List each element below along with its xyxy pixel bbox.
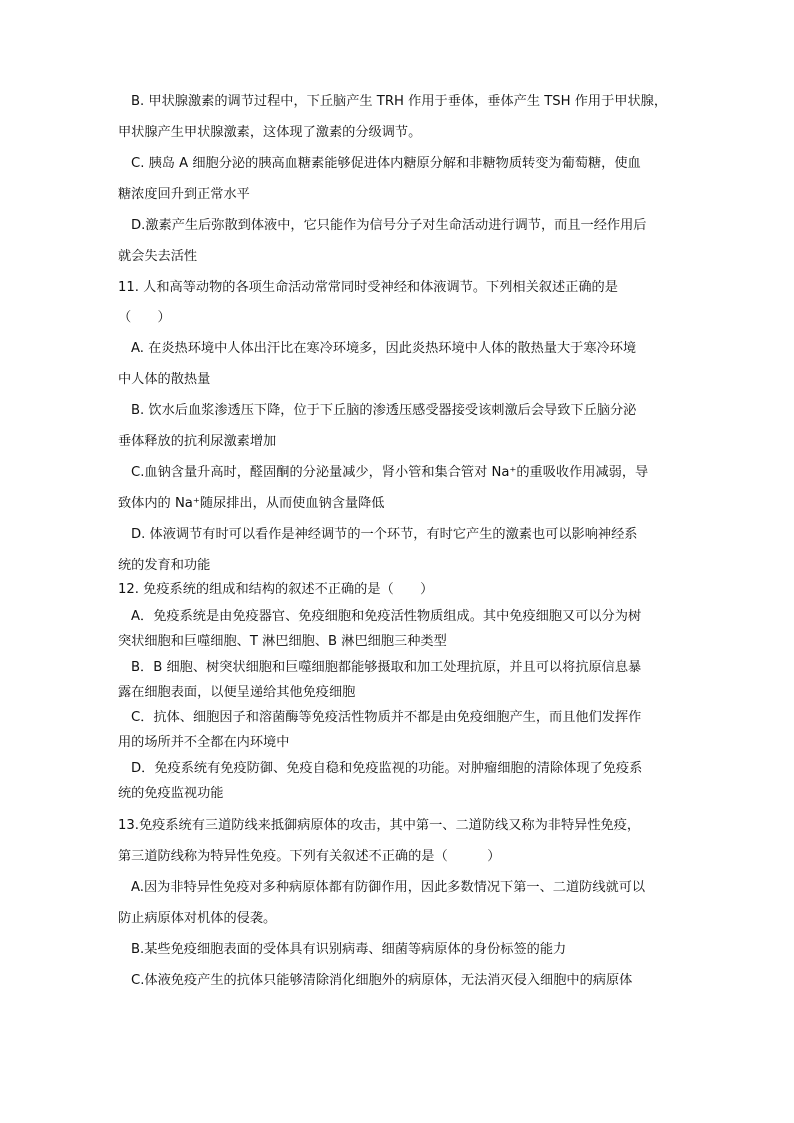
q13-stem-line2: 第三道防线称为特异性免疫。下列有关叙述不正确的是（ ） bbox=[118, 849, 501, 864]
q13-option-a-line2: 防止病原体对机体的侵袭。 bbox=[118, 911, 277, 926]
q13-stem-line1: 13.免疫系统有三道防线来抵御病原体的攻击，其中第一、二道防线又称为非特异性免疫， bbox=[118, 818, 641, 833]
q11-option-a-line2: 中人体的散热量 bbox=[118, 372, 211, 387]
q11-stem-line1: 11. 人和高等动物的各项生命活动常常同时受神经和体液调节。下列相关叙述正确的是 bbox=[118, 280, 618, 295]
q10-option-b-line1: B. 甲状腺激素的调节过程中，下丘脑产生 TRH 作用于垂体，垂体产生 TSH 作用于甲状腺， bbox=[131, 94, 668, 109]
q13-option-a-line1: A.因为非特异性免疫对多种病原体都有防御作用，因此多数情况下第一、二道防线就可以 bbox=[131, 880, 646, 895]
q10-option-b-line2: 甲状腺产生甲状腺激素，这体现了激素的分级调节。 bbox=[118, 125, 422, 140]
q12-option-c-line2: 用的场所并不全都在内环境中 bbox=[118, 735, 290, 750]
q10-option-c-line2: 糖浓度回升到正常水平 bbox=[118, 187, 250, 202]
q12-option-d-line2: 统的免疫监视功能 bbox=[118, 786, 224, 801]
q11-option-c-line1: C.血钠含量升高时，醛固酮的分泌量减少，肾小管和集合管对 Na⁺的重吸收作用减弱，导 bbox=[131, 465, 649, 480]
q12-option-b-line2: 露在细胞表面，以便呈递给其他免疫细胞 bbox=[118, 685, 356, 700]
q13-option-c-line1: C.体液免疫产生的抗体只能够清除消化细胞外的病原体，无法消灭侵入细胞中的病原体 bbox=[131, 973, 633, 988]
q12-option-b-line1: B．B 细胞、树突状细胞和巨噬细胞都能够摄取和加工处理抗原，并且可以将抗原信息暴 bbox=[131, 660, 642, 675]
q11-option-c-line2: 致体内的 Na⁺随尿排出，从而使血钠含量降低 bbox=[118, 496, 385, 511]
q11-option-b-line2: 垂体释放的抗利尿激素增加 bbox=[118, 434, 277, 449]
q11-option-b-line1: B. 饮水后血浆渗透压下降，位于下丘脑的渗透压感受器接受该刺激后会导致下丘脑分泌 bbox=[131, 403, 637, 418]
q11-stem-line2: （ ） bbox=[118, 310, 171, 325]
q12-option-c-line1: C．抗体、细胞因子和溶菌酶等免疫活性物质并不都是由免疫细胞产生，而且他们发挥作 bbox=[131, 710, 642, 725]
q12-option-a-line2: 突状细胞和巨噬细胞、T 淋巴细胞、B 淋巴细胞三种类型 bbox=[118, 634, 447, 649]
q12-option-a-line1: A．免疫系统是由免疫器官、免疫细胞和免疫活性物质组成。其中免疫细胞又可以分为树 bbox=[131, 609, 642, 624]
q11-option-d-line2: 统的发育和功能 bbox=[118, 558, 211, 573]
q12-stem: 12. 免疫系统的组成和结构的叙述不正确的是（ ） bbox=[118, 582, 434, 597]
q11-option-d-line1: D. 体液调节有时可以看作是神经调节的一个环节，有时它产生的激素也可以影响神经系 bbox=[131, 527, 638, 542]
exam-page bbox=[118, 92, 684, 991]
q11-option-a-line1: A. 在炎热环境中人体出汗比在寒冷环境多，因此炎热环境中人体的散热量大于寒冷环境 bbox=[131, 341, 637, 356]
q10-option-c-line1: C. 胰岛 A 细胞分泌的胰高血糖素能够促进体内糖原分解和非糖物质转变为葡萄糖，使血 bbox=[131, 156, 641, 171]
q10-option-d-line2: 就会失去活性 bbox=[118, 249, 198, 264]
q12-option-d-line1: D．免疫系统有免疫防御、免疫自稳和免疫监视的功能。对肿瘤细胞的清除体现了免疫系 bbox=[131, 761, 643, 776]
q10-option-d-line1: D.激素产生后弥散到体液中，它只能作为信号分子对生命活动进行调节，而且一经作用后 bbox=[131, 218, 647, 233]
q13-option-b: B.某些免疫细胞表面的受体具有识别病毒、细菌等病原体的身份标签的能力 bbox=[131, 942, 567, 957]
